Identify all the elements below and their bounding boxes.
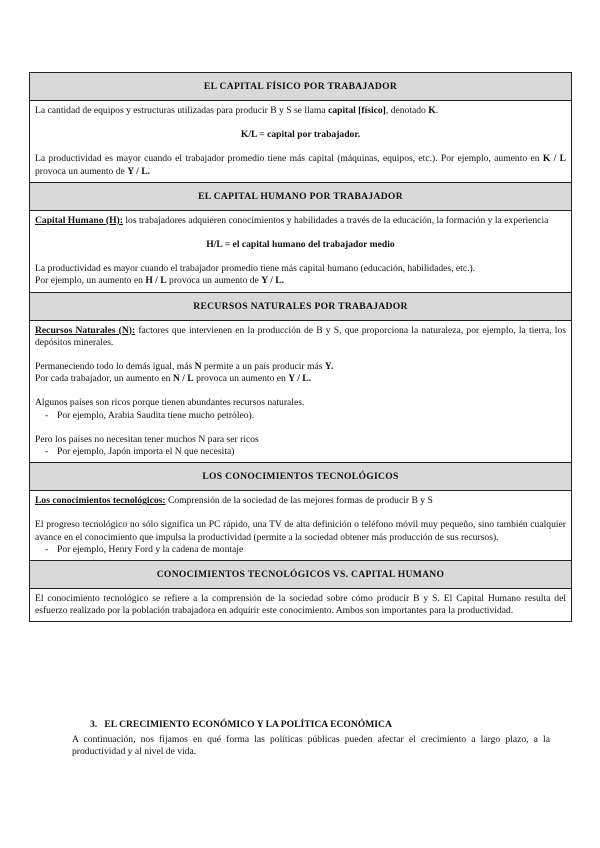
- bold-term: Y / L.: [127, 165, 151, 177]
- bold-term: Y / L.: [288, 373, 312, 385]
- paragraph: [35, 325, 566, 349]
- defined-term: Los conocimientos tecnológicos:: [35, 495, 166, 507]
- bold-term: K: [428, 105, 436, 116]
- text: Por ejemplo, un aumento en: [35, 275, 146, 287]
- section-conocimientos-tecnologicos: [30, 462, 571, 560]
- section-header: LOS CONOCIMIENTOS TECNOLÓGICOS: [30, 462, 571, 491]
- section-header: CONOCIMIENTOS TECNOLÓGICOS VS. CAPITAL HUMANO: [30, 560, 571, 589]
- bullet-text: Por ejemplo, Japón importa el N que necesita): [57, 446, 235, 458]
- paragraph: Algunos países son ricos porque tienen abundantes recursos naturales.: [35, 397, 305, 409]
- paragraph: El conocimiento tecnológico se refiere a la comprensión de la sociedad sobre cómo producir B y S. El Capital Humano resulta del esfuerzo realizado por la población trabajadora en adquirir este conocimiento. Ambos son importantes para la productividad.: [35, 593, 566, 617]
- paragraph: [35, 263, 566, 287]
- section-body: [30, 321, 571, 463]
- formula: K/L = capital por trabajador.: [240, 129, 361, 141]
- bullet-text: Por ejemplo, Arabia Saudita tiene mucho petróleo).: [57, 409, 255, 421]
- paragraph: [35, 153, 566, 177]
- section-number: 3.: [90, 719, 98, 730]
- paragraph: El progreso tecnológico no sólo significa un PC rápido, una TV de alta definición o teléfono móvil muy pequeño, sino también cualquier avance en el conocimiento que impulsa la productividad (permite a la sociedad obtener más producción de sus recursos).: [35, 519, 566, 543]
- bullet-item: [35, 446, 566, 458]
- bullet-dash: -: [45, 446, 49, 458]
- bullet-text: Por ejemplo, Henry Ford y la cadena de montaje: [57, 543, 244, 555]
- bold-term: N: [194, 361, 202, 373]
- paragraph: [35, 361, 566, 385]
- bullet-dash: -: [45, 409, 49, 421]
- summary-table: [29, 72, 572, 622]
- text: los trabajadores adquieren conocimientos y habilidades a través de la educación, la formación y la experiencia: [122, 214, 549, 226]
- section-recursos-naturales: [30, 292, 571, 463]
- section-title: EL CRECIMIENTO ECONÓMICO Y LA POLÍTICA ECONÓMICA: [104, 719, 392, 730]
- bold-term: Y / L.: [261, 275, 285, 287]
- text: provoca un aumento en: [193, 373, 289, 385]
- section-header: RECURSOS NATURALES POR TRABAJADOR: [30, 292, 571, 321]
- paragraph: A continuación, nos fijamos en qué forma las políticas públicas pueden afectar el crecimiento a largo plazo, a la productividad y al nivel de vida.: [72, 734, 550, 758]
- bold-term: Y.: [324, 361, 334, 373]
- paragraph: Pero los países no necesitan tener muchos N para ser ricos: [35, 433, 259, 445]
- section-body: [30, 589, 571, 621]
- section-capital-fisico: [30, 73, 571, 182]
- defined-term: Recursos Naturales (N):: [35, 324, 136, 336]
- section-header: EL CAPITAL HUMANO POR TRABAJADOR: [30, 182, 571, 211]
- bold-term: N / L: [172, 373, 194, 385]
- section-body: [30, 101, 571, 182]
- text: factores que intervienen en la producción de B y S, que proporciona la naturaleza, por ejemplo, la tierra, los depósitos minerales.: [35, 324, 566, 348]
- text: permite a un país producir más: [201, 361, 325, 373]
- bullet-item: [35, 544, 566, 556]
- section-body: [30, 491, 571, 560]
- text: provoca un aumento de: [166, 275, 262, 287]
- bold-term: capital [físico]: [328, 105, 386, 116]
- section-heading: [90, 719, 550, 731]
- section-body: [30, 211, 571, 292]
- bold-term: H / L: [145, 275, 167, 287]
- defined-term: Capital Humano (H):: [35, 214, 123, 226]
- bullet-item: [35, 410, 566, 422]
- text: provoca un aumento de: [35, 165, 128, 177]
- paragraph: [35, 215, 566, 227]
- bold-term: K / L: [542, 153, 566, 165]
- paragraph: [35, 105, 566, 117]
- section-capital-humano: [30, 182, 571, 292]
- text: , denotado: [385, 105, 429, 116]
- text: .: [435, 105, 439, 116]
- section-tecnologia-vs-capital-humano: [30, 560, 571, 621]
- next-section: [72, 719, 550, 759]
- text: La cantidad de equipos y estructuras utilizadas para producir B y S se llama: [35, 105, 329, 116]
- text: Permaneciendo todo lo demás igual, más: [35, 361, 195, 373]
- text: Por cada trabajador, un aumento en: [35, 373, 173, 385]
- bullet-dash: -: [45, 543, 49, 555]
- paragraph: [35, 495, 566, 507]
- section-header: EL CAPITAL FÍSICO POR TRABAJADOR: [30, 73, 571, 101]
- formula: H/L = el capital humano del trabajador medio: [206, 239, 395, 251]
- text: La productividad es mayor cuando el trabajador promedio tiene más capital humano (educación, habilidades, etc.).: [35, 263, 476, 275]
- text: La productividad es mayor cuando el trabajador promedio tiene más capital (máquinas, equipos, etc.). Por ejemplo, aumento en: [35, 153, 543, 165]
- text: Comprensión de la sociedad de las mejores formas de producir B y S: [165, 495, 433, 507]
